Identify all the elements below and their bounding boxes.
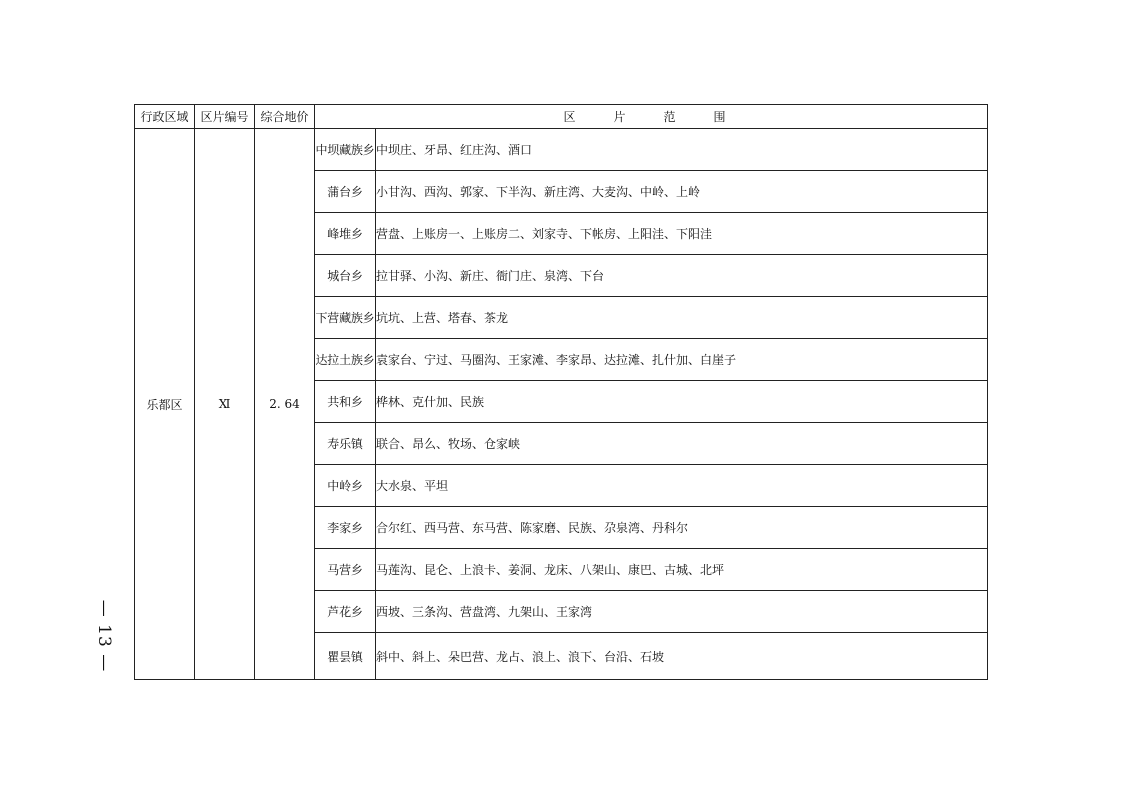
villages-cell: 坑坑、上营、塔春、茶龙 bbox=[376, 297, 988, 339]
villages-cell: 营盘、上账房一、上账房二、刘家寺、下帐房、上阳洼、下阳洼 bbox=[376, 213, 988, 255]
page-number bbox=[91, 596, 117, 676]
table-header-row bbox=[135, 105, 988, 129]
header-range: 区 片 范 围 bbox=[315, 105, 988, 129]
price-cell: 2. 64 bbox=[255, 129, 315, 680]
villages-cell: 联合、昂么、牧场、仓家峡 bbox=[376, 423, 988, 465]
town-cell: 城台乡 bbox=[315, 255, 376, 297]
town-cell: 下营藏族乡 bbox=[315, 297, 376, 339]
town-cell: 共和乡 bbox=[315, 381, 376, 423]
land-price-table bbox=[134, 104, 988, 680]
villages-cell: 中坝庄、牙昂、红庄沟、酒口 bbox=[376, 129, 988, 171]
district-cell: 乐都区 bbox=[135, 129, 195, 680]
town-cell: 马营乡 bbox=[315, 549, 376, 591]
villages-cell: 桦林、克什加、民族 bbox=[376, 381, 988, 423]
villages-cell: 袁家台、宁过、马圈沟、王家滩、李家昂、达拉滩、扎什加、白崖子 bbox=[376, 339, 988, 381]
town-cell: 中坝藏族乡 bbox=[315, 129, 376, 171]
town-cell: 蒲台乡 bbox=[315, 171, 376, 213]
zone-no-cell: Ⅺ bbox=[195, 129, 255, 680]
town-cell: 芦花乡 bbox=[315, 591, 376, 633]
town-cell: 寿乐镇 bbox=[315, 423, 376, 465]
villages-cell: 马莲沟、昆仑、上浪卡、姜洞、龙床、八架山、康巴、古城、北坪 bbox=[376, 549, 988, 591]
header-zone-no: 区片编号 bbox=[195, 105, 255, 129]
page-number-text: — 13 — bbox=[94, 599, 115, 673]
town-cell: 李家乡 bbox=[315, 507, 376, 549]
table-row bbox=[135, 129, 988, 171]
header-district: 行政区域 bbox=[135, 105, 195, 129]
villages-cell: 西坡、三条沟、营盘湾、九架山、王家湾 bbox=[376, 591, 988, 633]
town-cell: 达拉土族乡 bbox=[315, 339, 376, 381]
villages-cell: 大水泉、平坦 bbox=[376, 465, 988, 507]
town-cell: 峰堆乡 bbox=[315, 213, 376, 255]
villages-cell: 斜中、斜上、朵巴营、龙占、浪上、浪下、台沿、石坡 bbox=[376, 633, 988, 680]
town-cell: 中岭乡 bbox=[315, 465, 376, 507]
town-cell: 瞿昙镇 bbox=[315, 633, 376, 680]
villages-cell: 合尔红、西马营、东马营、陈家磨、民族、尕泉湾、丹科尔 bbox=[376, 507, 988, 549]
villages-cell: 小甘沟、西沟、郭家、下半沟、新庄湾、大麦沟、中岭、上岭 bbox=[376, 171, 988, 213]
header-price: 综合地价 bbox=[255, 105, 315, 129]
villages-cell: 拉甘驿、小沟、新庄、衙门庄、泉湾、下台 bbox=[376, 255, 988, 297]
